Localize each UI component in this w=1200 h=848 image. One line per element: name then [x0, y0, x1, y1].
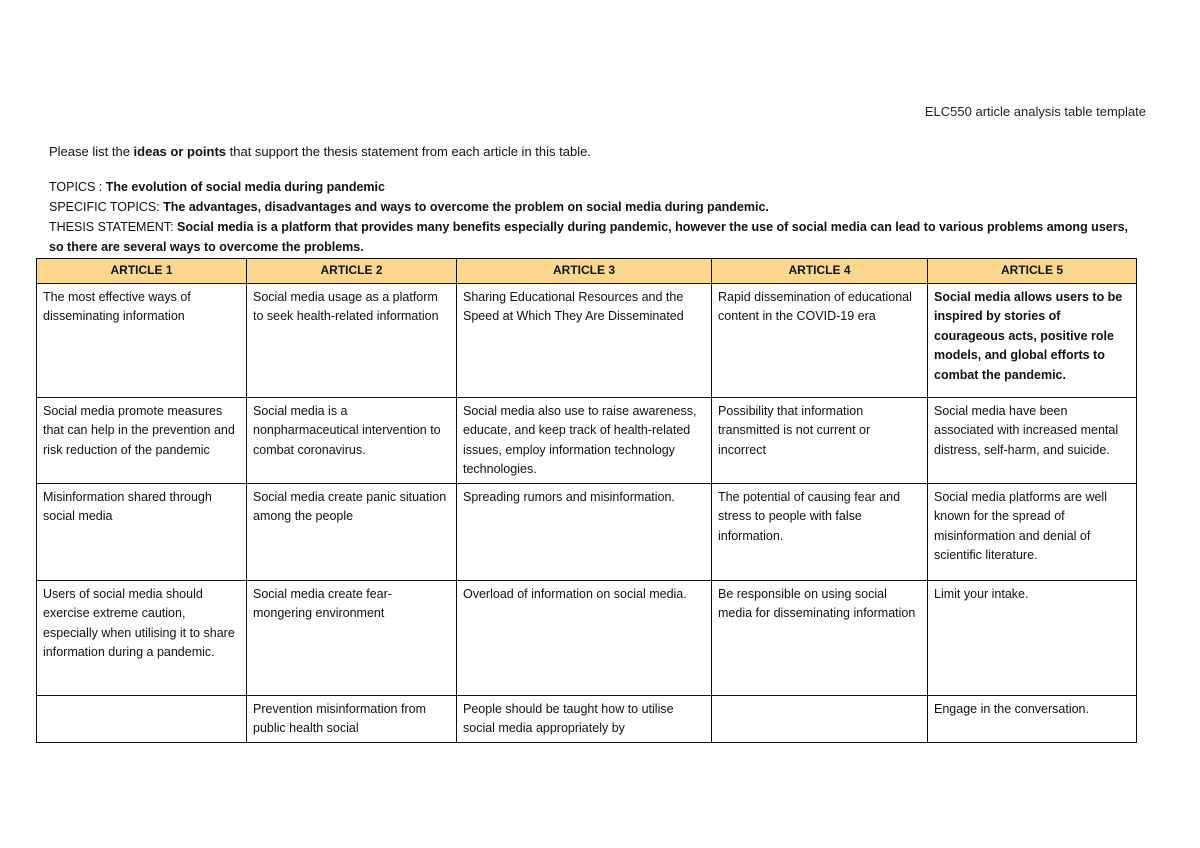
specific-topics-line [49, 197, 1144, 217]
table-cell: Misinformation shared through social media [37, 483, 247, 580]
topic-block [49, 177, 1144, 257]
table-cell: The most effective ways of disseminating information [37, 283, 247, 397]
topics-line [49, 177, 1144, 197]
specific-topics-value: The advantages, disadvantages and ways to overcome the problem on social media during pandemic. [163, 200, 769, 214]
instruction-emphasis: ideas or points [133, 144, 227, 159]
table-cell: Social media usage as a platform to seek health-related information [247, 283, 457, 397]
table-cell: Engage in the conversation. [928, 695, 1137, 742]
header-article-2: ARTICLE 2 [247, 259, 457, 284]
table-row [37, 483, 1137, 580]
header-article-5: ARTICLE 5 [928, 259, 1137, 284]
table-header-row [37, 259, 1137, 284]
table-cell: Social media create fear-mongering environment [247, 580, 457, 695]
instruction-line [49, 144, 591, 159]
table-cell: Possibility that information transmitted is not current or incorrect [712, 397, 928, 483]
specific-topics-label: SPECIFIC TOPICS: [49, 200, 164, 214]
thesis-value: Social media is a platform that provides many benefits especially during pandemic, however the use of social media can lead to various problems among users, so there are several ways to overcome the problems. [49, 220, 1129, 254]
table-cell: People should be taught how to utilise social media appropriately by [457, 695, 712, 742]
table-cell: Limit your intake. [928, 580, 1137, 695]
table-cell: Social media have been associated with increased mental distress, self-harm, and suicide. [928, 397, 1137, 483]
document-header: ELC550 article analysis table template [924, 104, 1146, 119]
table-cell: Spreading rumors and misinformation. [457, 483, 712, 580]
table-cell: Social media platforms are well known for the spread of misinformation and denial of scientific literature. [928, 483, 1137, 580]
table-cell: Prevention misinformation from public health social [247, 695, 457, 742]
topics-label: TOPICS : [49, 180, 106, 194]
header-article-3: ARTICLE 3 [457, 259, 712, 284]
table-row [37, 397, 1137, 483]
table-cell: Be responsible on using social media for disseminating information [712, 580, 928, 695]
article-analysis-table [36, 258, 1137, 743]
table-row [37, 580, 1137, 695]
header-article-1: ARTICLE 1 [37, 259, 247, 284]
table-cell: Social media promote measures that can help in the prevention and risk reduction of the pandemic [37, 397, 247, 483]
thesis-line [49, 217, 1144, 257]
instruction-text-end: that support the thesis statement from each article in this table. [226, 144, 591, 159]
table-cell: The potential of causing fear and stress to people with false information. [712, 483, 928, 580]
instruction-text-start: Please list the [49, 144, 134, 159]
article-analysis-table-container [36, 258, 1136, 743]
table-row [37, 283, 1137, 397]
table-cell: Social media is a nonpharmaceutical intervention to combat coronavirus. [247, 397, 457, 483]
header-article-4: ARTICLE 4 [712, 259, 928, 284]
table-cell: Social media also use to raise awareness, educate, and keep track of health-related issues, employ information technology technologies. [457, 397, 712, 483]
table-cell [37, 695, 247, 742]
topics-value: The evolution of social media during pandemic [105, 180, 385, 194]
table-row [37, 695, 1137, 742]
table-cell: Sharing Educational Resources and the Speed at Which They Are Disseminated [457, 283, 712, 397]
table-cell: Overload of information on social media. [457, 580, 712, 695]
table-cell [712, 695, 928, 742]
table-cell: Social media create panic situation among the people [247, 483, 457, 580]
table-cell: Users of social media should exercise extreme caution, especially when utilising it to share information during a pandemic. [37, 580, 247, 695]
table-cell: Rapid dissemination of educational content in the COVID-19 era [712, 283, 928, 397]
table-cell: Social media allows users to be inspired by stories of courageous acts, positive role models, and global efforts to combat the pandemic. [928, 283, 1137, 397]
thesis-label: THESIS STATEMENT: [49, 220, 178, 234]
